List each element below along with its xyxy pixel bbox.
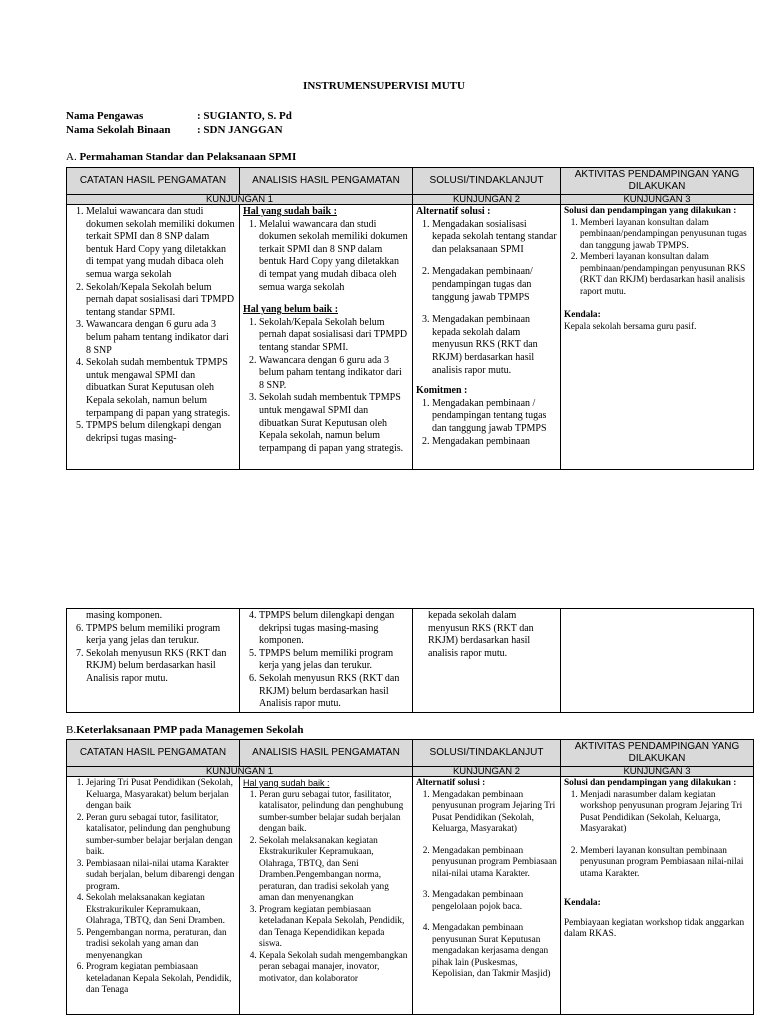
kunjungan-3: KUNJUNGAN 3 <box>561 195 754 205</box>
solusi-continued: kepada sekolah dalam menyusun RKS (RKT dan RKJM) berdasarkan hasil analisis rapor mutu. <box>428 610 534 659</box>
list-item: 3. Sekolah sudah membentuk TPMPS untuk mengawal SPMI dan dibuatkan Surat Keputusan oleh Kepala sekolah, namun belum terpampang di papan yang strategis. <box>259 392 409 455</box>
list-item: 7. Sekolah menyusun RKS (RKT dan RKJM) belum berdasarkan hasil Analisis rapor mutu. <box>86 648 236 686</box>
list-item: 4. Mengadakan pembinaan penyusunan Surat Keputusan mengadakan kerjasama dengan pihak lain (Puskesmas, Kepolisian, dan Takmir Masjid) <box>432 923 557 981</box>
analisis-sudah-label: Hal yang sudah baik : <box>243 206 337 217</box>
kendala-label: Kendala: <box>564 310 601 320</box>
list-item: 1. Mengadakan sosialisasi kepada sekolah tentang standar dan pelaksanaan SPMI <box>432 219 557 257</box>
list-item: 4. TPMPS belum dilengkapi dengan dekripsi tugas masing-masing komponen. <box>259 610 409 648</box>
list-item: 3. Mengadakan pembinaan pengelolaan pojok baca. <box>432 890 557 913</box>
pengawas-row <box>66 110 466 124</box>
list-item: 4. Kepala Sekolah sudah mengembangkan peran sebagai manajer, inovator, motivator, dan kolaborator <box>259 951 409 986</box>
b-catatan-cell <box>67 777 240 1015</box>
list-item: 6. Program kegiatan pembiasaan keteladanan Kepala Sekolah, Pendidik, dan Tenaga <box>86 962 236 997</box>
list-item: 1. Mengadakan pembinaan / pendampingan tentang tugas dan tanggung jawab TPMPS <box>432 398 557 436</box>
table-a <box>66 167 754 470</box>
list-item: 6. TPMPS belum memiliki program kerja yang jelas dan terukur. <box>86 623 236 648</box>
list-item: 6. Sekolah menyusun RKS (RKT dan RKJM) belum berdasarkan hasil Analisis rapor mutu. <box>259 673 409 711</box>
section-b-title: Keterlaksanaan PMP pada Managemen Sekolah <box>76 724 304 736</box>
pengawas-value: : SUGIANTO, S. Pd <box>197 110 292 122</box>
list-item: 3. Wawancara dengan 6 guru ada 3 belum paham tentang indikator dari 8 SNP <box>86 319 236 357</box>
list-item: 1. Melalui wawancara dan studi dokumen sekolah memiliki dokumen terkait SPMI dan 8 SNP dalam bentuk Hard Copy yang diletakkan di tempat yang mudah dibaca oleh semua warga sekolah <box>259 219 409 295</box>
document-title: INSTRUMENSUPERVISI MUTU <box>303 80 465 92</box>
header-analisis: ANALISIS HASIL PENGAMATAN <box>240 740 413 767</box>
kunjungan-2: KUNJUNGAN 2 <box>413 767 561 777</box>
kendala-label: Kendala: <box>564 898 601 908</box>
sekolah-label: Nama Sekolah Binaan <box>66 124 171 136</box>
list-item: 2. Memberi layanan konsultan pembinaan penyusunan program Pembiasaan nilai-nilai utama Karakter. <box>580 846 750 881</box>
solusi-label: Alternatif solusi : <box>416 778 486 788</box>
header-analisis: ANALISIS HASIL PENGAMATAN <box>240 168 413 195</box>
list-item: 3. Program kegiatan pembiasaan keteladanan Kepala Sekolah, Pendidik, dan Tenaga Kependidikan kepada siswa. <box>259 905 409 951</box>
header-catatan: CATATAN HASIL PENGAMATAN <box>67 168 240 195</box>
kendala-text: Kepala sekolah bersama guru pasif. <box>564 321 697 332</box>
header-solusi: SOLUSI/TINDAKLANJUT <box>413 740 561 767</box>
b-solusi-cell <box>413 777 561 1015</box>
table-b <box>66 739 754 1015</box>
analisis-sudah-label: Hal yang sudah baik : <box>243 778 330 788</box>
table-a-continued <box>66 608 754 713</box>
list-item: 1. Sekolah/Kepala Sekolah belum pernah dapat sosialisasi dari TPMPD tentang standar SPMI. <box>259 317 409 355</box>
a2-catatan-cell <box>67 609 240 713</box>
komitmen-label: Komitmen : <box>416 385 468 397</box>
a2-solusi-cell <box>413 609 561 713</box>
a-aktivitas-cell <box>561 205 754 470</box>
aktivitas-label: Solusi dan pendampingan yang dilakukan : <box>564 778 737 788</box>
header-catatan: CATATAN HASIL PENGAMATAN <box>67 740 240 767</box>
b-aktivitas-cell <box>561 777 754 1015</box>
kunjungan-1: KUNJUNGAN 1 <box>67 767 413 777</box>
a2-analisis-cell <box>240 609 413 713</box>
list-item: 2. Peran guru sebagai tutor, fasilitator, katalisator, pelindung dan penghubung sumber-sumber belajar berjalan dengan baik. <box>86 813 236 859</box>
list-item: 5. TPMPS belum memiliki program kerja yang jelas dan terukur. <box>259 648 409 673</box>
list-item: 5. TPMPS belum dilengkapi dengan dekripsi tugas masing- <box>86 420 236 445</box>
list-item: 1. Menjadi narasumber dalam kegiatan workshop penyusunan program Jejaring Tri Pusat Pendidikan (Sekolah, Keluarga, Masyarakat) <box>580 790 750 836</box>
section-a-heading: A. Permahaman Standar dan Pelaksanaan SPMI <box>66 151 297 163</box>
analisis-belum-label: Hal yang belum baik : <box>243 304 339 316</box>
sekolah-row <box>66 124 466 138</box>
list-item: 2. Sekolah melaksanakan kegiatan Ekstrakurikuler Kepramukaan, Olahraga, TBTQ, dan Seni Dramben.Pengembangan norma, peraturan, dan tradisi sekolah yang aman dan menyenangkan <box>259 836 409 905</box>
list-item: 1. Jejaring Tri Pusat Pendidikan (Sekolah, Keluarga, Masyarakat) belum berjalan dengan baik <box>86 778 236 813</box>
a-solusi-cell <box>413 205 561 470</box>
sekolah-value: : SDN JANGGAN <box>197 124 283 136</box>
list-item: 1. Mengadakan pembinaan penyusunan program Jejaring Tri Pusat Pendidikan (Sekolah, Keluarga, Masyarakat) <box>432 790 557 836</box>
list-item: 2. Mengadakan pembinaan penyusunan program Pembiasaan nilai-nilai utama Karakter. <box>432 846 557 881</box>
list-item: 2. Wawancara dengan 6 guru ada 3 belum paham tentang indikator dari 8 SNP. <box>259 355 409 393</box>
kunjungan-3: KUNJUNGAN 3 <box>561 767 754 777</box>
section-a-title: Permahaman Standar dan Pelaksanaan SPMI <box>79 151 297 163</box>
b-analisis-cell <box>240 777 413 1015</box>
header-aktivitas: AKTIVITAS PENDAMPINGAN YANG DILAKUKAN <box>561 740 754 767</box>
kunjungan-1: KUNJUNGAN 1 <box>67 195 413 205</box>
list-item: 2. Sekolah/Kepala Sekolah belum pernah dapat sosialisasi dari TPMPD tentang standar SPMI. <box>86 282 236 320</box>
kunjungan-2: KUNJUNGAN 2 <box>413 195 561 205</box>
header-solusi: SOLUSI/TINDAKLANJUT <box>413 168 561 195</box>
list-item: 2. Memberi layanan konsultan dalam pembinaan/pendampingan penyusunan RKS (RKT dan RKJM) berdasarkan hasil analisis raport mutu. <box>580 252 750 298</box>
list-item: 2. Mengadakan pembinaan/ pendampingan tugas dan tanggung jawab TPMPS <box>432 266 557 304</box>
list-item: 5. Pengembangan norma, peraturan, dan tradisi sekolah yang aman dan menyenangkan <box>86 928 236 963</box>
pengawas-label: Nama Pengawas <box>66 110 144 122</box>
header-aktivitas: AKTIVITAS PENDAMPINGAN YANG DILAKUKAN <box>561 168 754 195</box>
list-item: 3. Pembiasaan nilai-nilai utama Karakter sudah berjalan, belum dibarengi dengan program. <box>86 859 236 894</box>
list-item: 4. Sekolah melaksanakan kegiatan Ekstrakurikuler Kepramukaan, Olahraga, TBTQ, dan Seni Dramben. <box>86 893 236 928</box>
list-item: 1. Melalui wawancara dan studi dokumen sekolah memiliki dokumen terkait SPMI dan 8 SNP dalam bentuk Hard Copy yang diletakkan di tempat yang mudah dibaca oleh semua warga sekolah <box>86 206 236 282</box>
list-item: 2. Mengadakan pembinaan <box>432 436 557 449</box>
aktivitas-label: Solusi dan pendampingan yang dilakukan : <box>564 206 737 216</box>
list-item: 3. Mengadakan pembinaan kepada sekolah dalam menyusun RKS (RKT dan RKJM) berdasarkan hasil analisis rapor mutu. <box>432 314 557 377</box>
a2-aktivitas-cell <box>561 609 754 713</box>
a-catatan-cell <box>67 205 240 470</box>
catatan-continued: masing komponen. <box>86 610 163 621</box>
section-b-heading: B.Keterlaksanaan PMP pada Managemen Sekolah <box>66 724 304 736</box>
list-item: 4. Sekolah sudah membentuk TPMPS untuk mengawal SPMI dan dibuatkan Surat Keputusan oleh Kepala sekolah, namun belum terpampang di papan yang strategis. <box>86 357 236 420</box>
list-item: 1. Peran guru sebagai tutor, fasilitator, katalisator, pelindung dan penghubung sumber-sumber belajar sudah berjalan dengan baik. <box>259 790 409 836</box>
solusi-label: Alternatif solusi : <box>416 206 491 217</box>
kendala-text: Pembiayaan kegiatan workshop tidak anggarkan dalam RKAS. <box>564 917 745 939</box>
list-item: 1. Memberi layanan konsultan dalam pembinaan/pendampingan penyusunan tugas dan tanggung jawab TPMPS. <box>580 218 750 253</box>
a-analisis-cell <box>240 205 413 470</box>
